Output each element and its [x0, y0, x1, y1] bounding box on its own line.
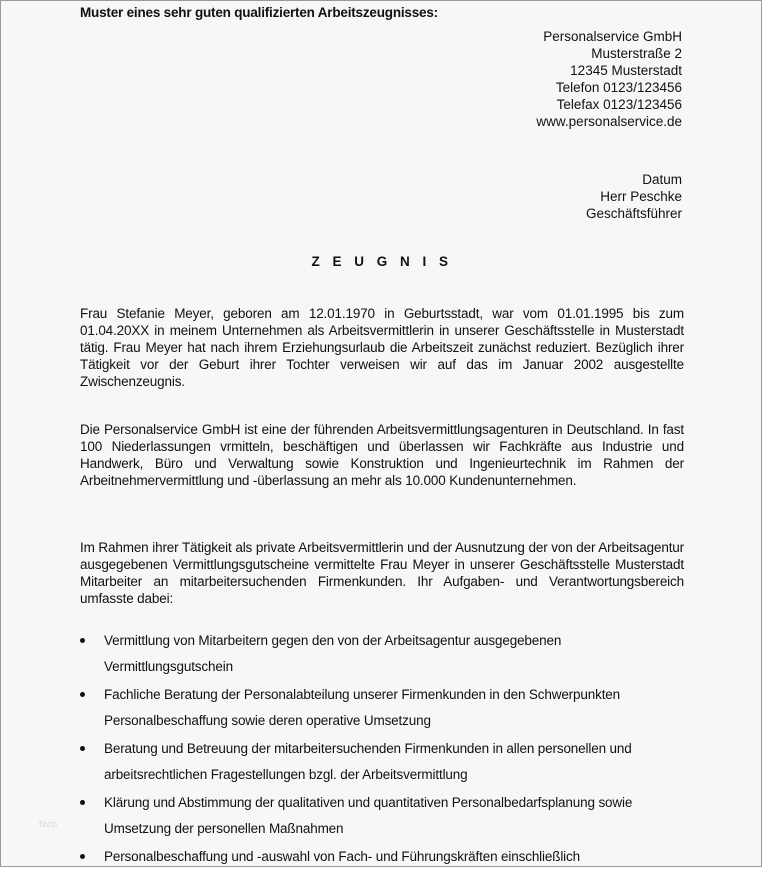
bullet-icon	[80, 692, 85, 697]
sender-street: Musterstraße 2	[591, 46, 682, 61]
sender-phone: Telefon 0123/123456	[555, 80, 682, 95]
date-line: Datum	[642, 172, 682, 187]
sender-address-block	[536, 28, 682, 130]
list-item	[80, 628, 684, 680]
recipient-role: Geschäftsführer	[585, 206, 682, 221]
list-item	[80, 682, 684, 734]
list-item-text: Personalbeschaffung und -auswahl von Fach- und Führungskräften einschließlich	[104, 849, 580, 864]
bullet-icon	[80, 746, 85, 751]
document-title: Z E U G N I S	[311, 254, 453, 269]
watermark-text: fzcp	[39, 819, 58, 829]
paragraph-company: Die Personalservice GmbH ist eine der führenden Arbeitsvermittlungsagenturen in Deutschland. In fast 100 Niederlassungen vrmitteln, beschäftigen und überlassen wir Fachkräfte aus Industrie und Handwerk, Büro und Verwaltung sowie Konstruktion und Ingenieurtechnik im Rahmen der Arbeitnehmervermittlung und -überlassung an mehr als 10.000 Kundenunternehmen.	[80, 422, 684, 488]
list-item	[80, 736, 684, 788]
duties-list	[80, 628, 684, 867]
list-item-text: Fachliche Beratung der Personalabteilung unserer Firmenkunden in den Schwerpunkten Personalbeschaffung sowie deren operative Umsetzung	[104, 687, 621, 728]
list-item	[80, 844, 684, 867]
paragraph-duties: Im Rahmen ihrer Tätigkeit als private Arbeitsvermittlerin und der Ausnutzung der von der Arbeitsagentur ausgegebenen Vermittlungsgutscheine vermittelte Frau Meyer in unserer Geschäftsstelle Musterstadt Mitarbeiter an mitarbeitersuchenden Firmenkunden. Ihr Aufgaben- und Verantwortungsbereich umfasste dabei:	[80, 540, 684, 606]
list-item	[80, 790, 684, 842]
sender-city: 12345 Musterstadt	[570, 63, 682, 78]
document-heading: Muster eines sehr guten qualifizierten Arbeitszeugnisses:	[80, 5, 438, 20]
recipient-block	[586, 171, 682, 222]
bullet-icon	[80, 638, 85, 643]
bullet-icon	[80, 854, 85, 859]
sender-fax: Telefax 0123/123456	[556, 97, 682, 112]
paragraph-intro: Frau Stefanie Meyer, geboren am 12.01.1970 in Geburtsstadt, war vom 01.01.1995 bis zum 01.04.20XX in meinem Unternehmen als Arbeitsvermittlerin in unserer Geschäftsstelle in Musterstadt tätig. Frau Meyer hat nach ihrem Erziehungsurlaub die Arbeitszeit zunächst reduziert. Bezüglich ihrer Tätigkeit vor der Geburt ihrer Tochter verweisen wir auf das im Januar 2002 ausgestellte Zwischenzeugnis.	[80, 306, 684, 389]
recipient-name: Herr Peschke	[600, 189, 682, 204]
list-item-text: Klärung und Abstimmung der qualitativen und quantitativen Personalbedarfsplanung sowie Umsetzung der personellen Maßnahmen	[104, 795, 633, 836]
bullet-icon	[80, 800, 85, 805]
sender-company: Personalservice GmbH	[543, 29, 682, 44]
list-item-text: Beratung und Betreuung der mitarbeitersuchenden Firmenkunden in allen personellen und arbeitsrechtlichen Fragestellungen bzgl. der Arbeitsvermittlung	[104, 741, 632, 782]
sender-website: www.personalservice.de	[536, 114, 682, 129]
list-item-text: Vermittlung von Mitarbeitern gegen den von der Arbeitsagentur ausgegebenen Vermittlungsgutschein	[104, 633, 562, 674]
